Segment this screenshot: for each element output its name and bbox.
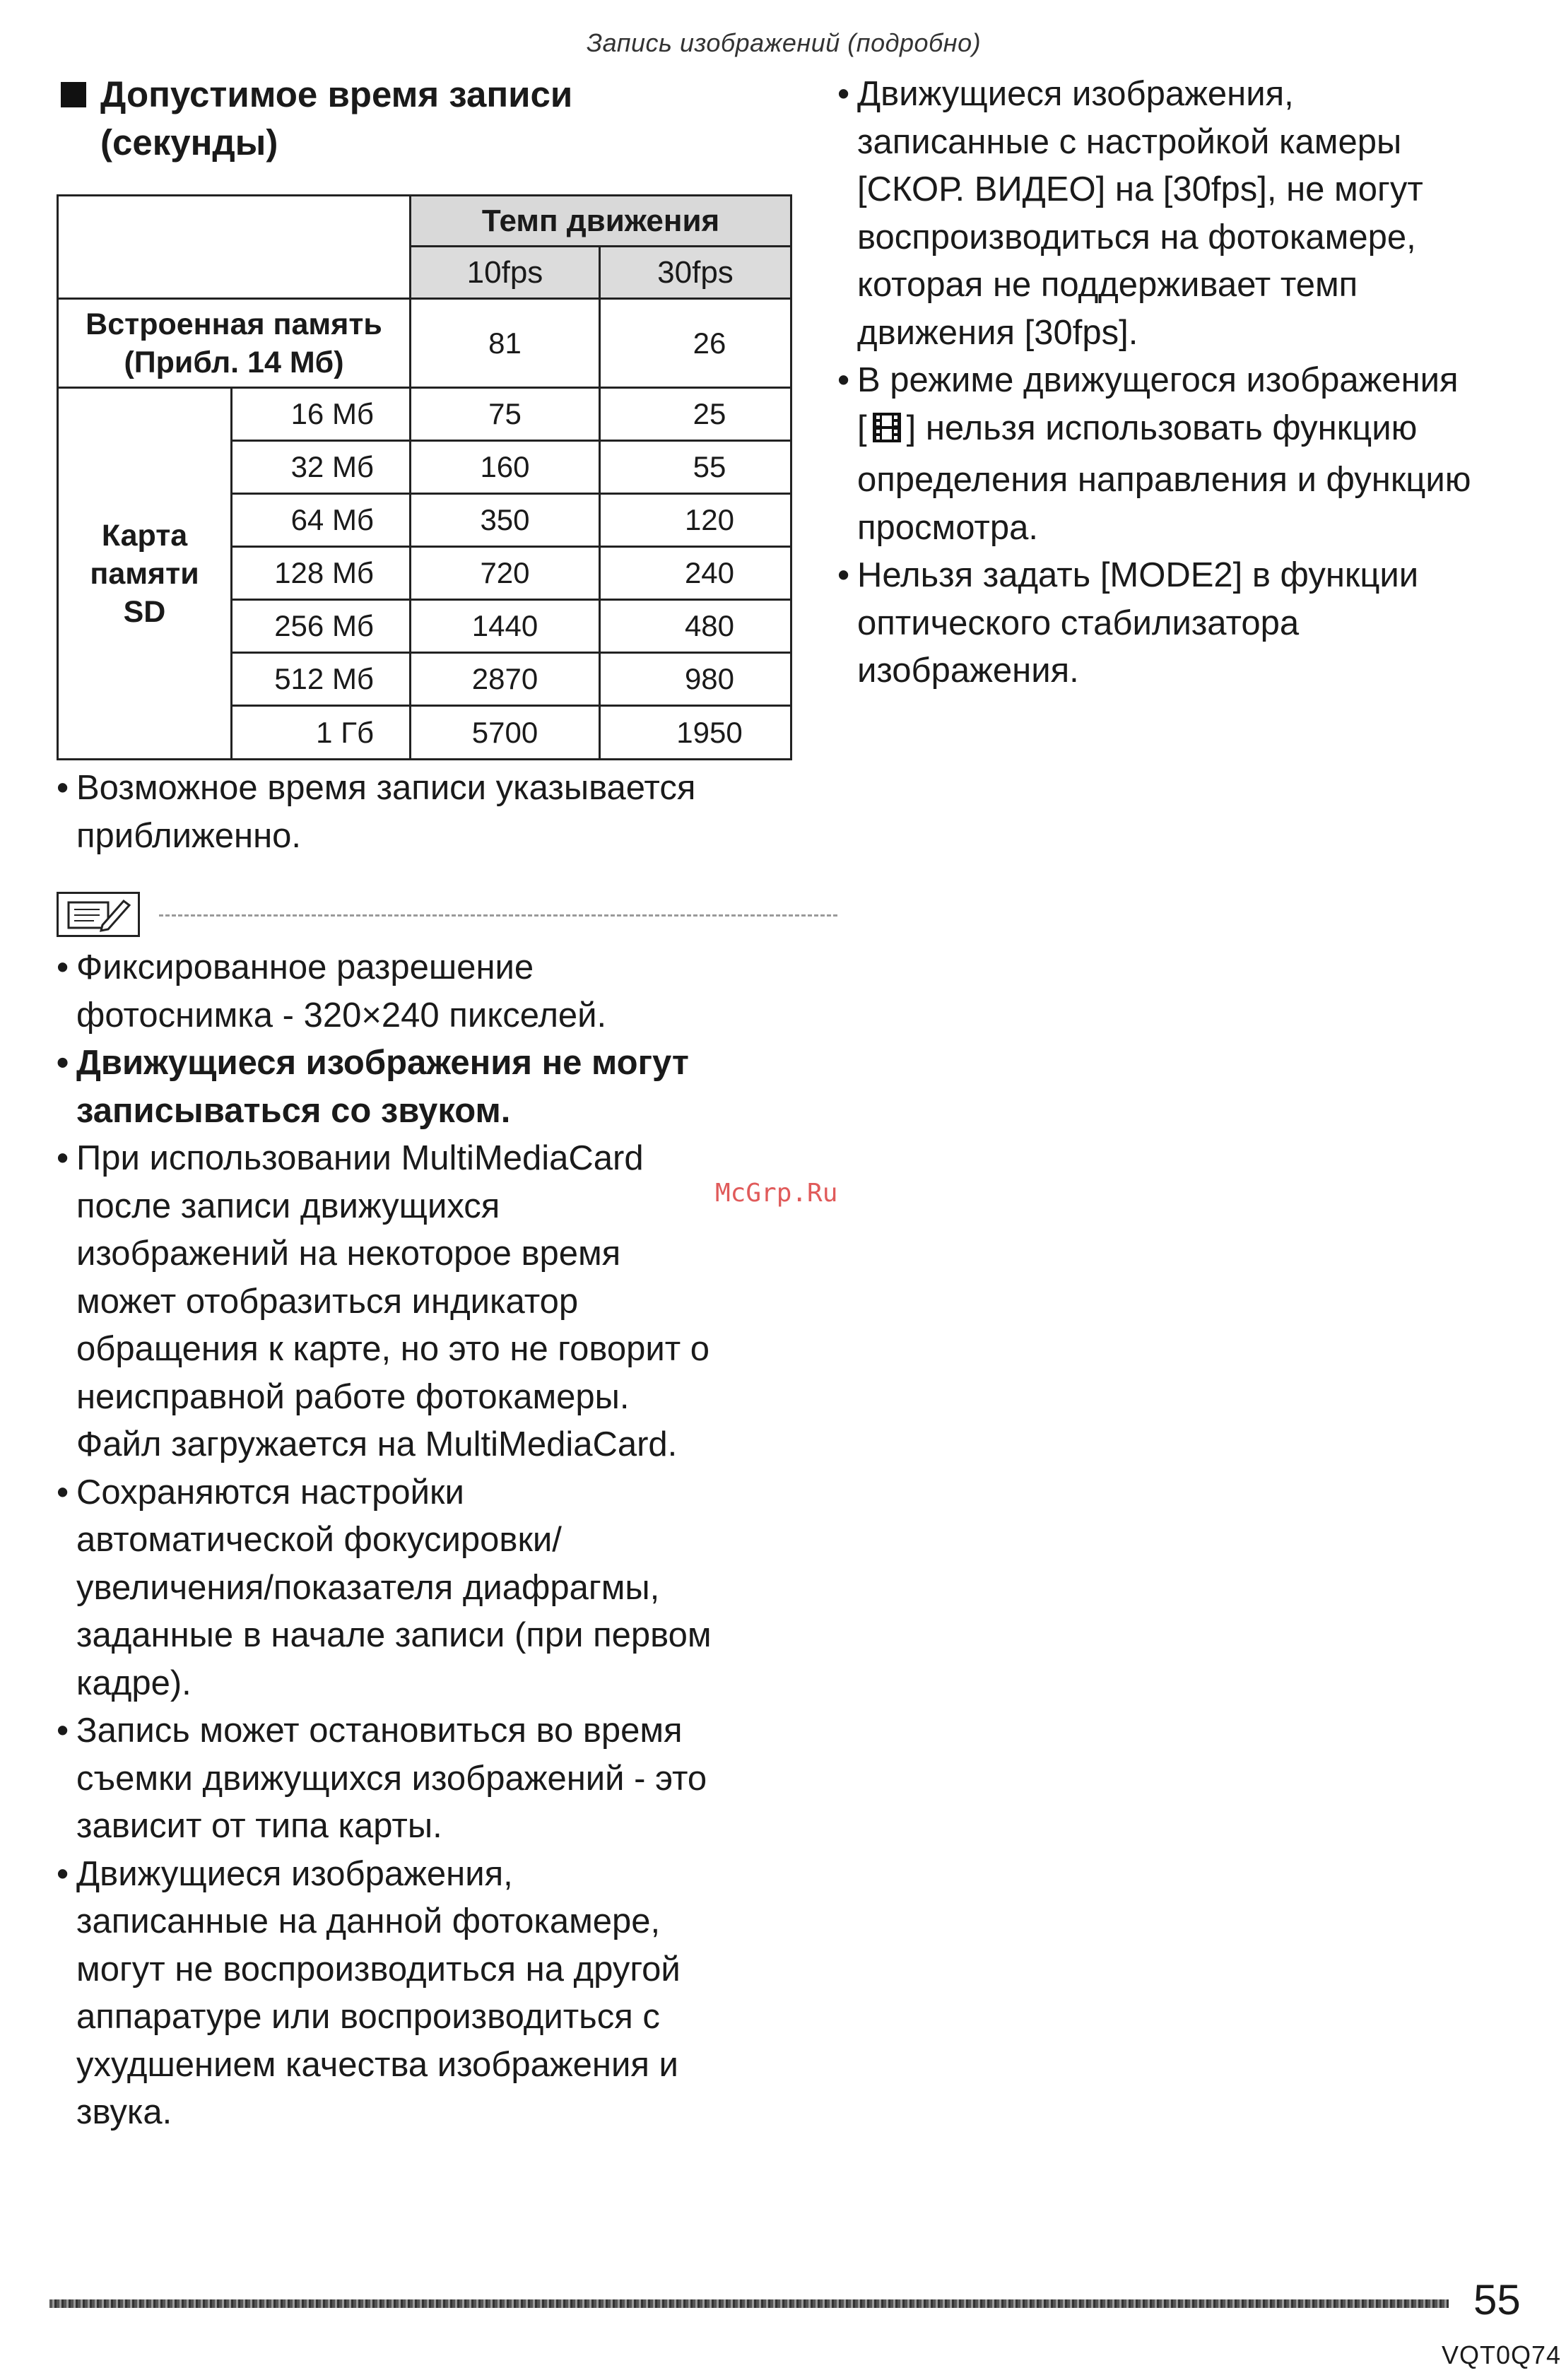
bullet: • (837, 361, 850, 399)
card-fps10-value: 160 (411, 441, 600, 494)
card-fps30-value: 980 (600, 653, 791, 706)
notes-list (57, 944, 834, 2137)
card-fps30-value: 240 (600, 547, 791, 600)
note-line: просмотра. (857, 508, 1038, 547)
bullet: • (57, 1712, 69, 1750)
bracket-open: [ (857, 408, 867, 447)
note-line: звука. (76, 2093, 172, 2131)
table-footnote (57, 765, 820, 860)
builtin-memory-label-line2: (Прибл. 14 Мб) (124, 345, 344, 379)
sd-card-label-line2: памяти (90, 556, 199, 591)
note-line: увеличения/показателя диафрагмы, (76, 1568, 660, 1607)
card-fps10-value: 350 (411, 494, 600, 547)
list-item (57, 944, 834, 1039)
dashed-divider (159, 914, 837, 917)
note-line: изображения. (857, 652, 1079, 690)
note-line-with-icon (857, 405, 1551, 457)
card-fps30-value: 480 (600, 600, 791, 653)
builtin-memory-label-line1: Встроенная память (86, 307, 382, 341)
note-line: могут не воспроизводиться на другой (76, 1950, 681, 1989)
list-item (57, 1851, 834, 2137)
card-fps30-value: 25 (600, 388, 791, 441)
note-line: определения направления и функцию (857, 461, 1471, 499)
bullet: • (57, 1473, 69, 1512)
list-item (57, 1707, 834, 1851)
note-line: оптического стабилизатора (857, 603, 1300, 642)
list-item (837, 71, 1551, 357)
note-line: записанные с настройкой камеры (857, 122, 1402, 161)
table-empty-corner (58, 196, 411, 299)
note-line: неисправной работе фотокамеры. (76, 1377, 630, 1416)
note-text: ] нельзя использовать функцию (906, 408, 1418, 447)
list-item (837, 552, 1551, 695)
card-size: 32 Мб (232, 441, 411, 494)
memo-pencil-icon (57, 892, 140, 937)
note-line: кадре). (76, 1663, 192, 1702)
note-line: после записи движущихся (76, 1186, 500, 1225)
card-size: 128 Мб (232, 547, 411, 600)
note-line: записанные на данной фотокамере, (76, 1902, 661, 1940)
right-notes-list (837, 71, 1551, 695)
bullet: • (837, 556, 850, 594)
bullet: • (57, 948, 69, 986)
list-item (57, 1039, 834, 1135)
bullet: • (57, 1854, 69, 1893)
note-line: обращения к карте, но это не говорит о (76, 1330, 710, 1368)
note-line: Запись может остановиться во время (76, 1712, 683, 1750)
note-line: Нельзя задать [MODE2] в функции (857, 556, 1419, 594)
note-line: которая не поддерживает темп (857, 266, 1358, 304)
note-line: ухудшением качества изображения и (76, 2045, 678, 2084)
note-line: фотоснимка - 320×240 пикселей. (76, 996, 607, 1035)
note-line: Движущиеся изображения не могут (76, 1044, 689, 1082)
card-fps10-value: 720 (411, 547, 600, 600)
note-line: аппаратуре или воспроизводиться с (76, 1998, 660, 2036)
note-line: Сохраняются настройки (76, 1473, 464, 1512)
note-line: зависит от типа карты. (76, 1807, 442, 1845)
list-item (837, 357, 1551, 552)
note-line: При использовании MultiMediaCard (76, 1139, 644, 1177)
builtin-fps30-value: 26 (600, 299, 791, 388)
note-line: записываться со звуком. (76, 1091, 511, 1130)
note-line: В режиме движущегося изображения (857, 361, 1459, 399)
card-size: 256 Мб (232, 600, 411, 653)
sd-card-label-line1: Карта (101, 518, 188, 553)
section-heading (57, 71, 820, 167)
document-code: VQT0Q74 (1442, 2340, 1562, 2369)
bullet: • (57, 1044, 69, 1082)
note-line: Файл загружается на MultiMediaCard. (76, 1425, 678, 1463)
note-line: воспроизводиться на фотокамере, (857, 218, 1416, 257)
builtin-memory-label (58, 299, 411, 388)
note-line: [СКОР. ВИДЕО] на [30fps], не могут (857, 170, 1423, 208)
bullet: • (57, 769, 69, 807)
note-line: Движущиеся изображения, (76, 1854, 513, 1893)
card-size: 1 Гб (232, 706, 411, 760)
note-line: автоматической фокусировки/ (76, 1521, 562, 1559)
footer-bar (49, 2299, 1449, 2308)
page-header-title: Запись изображений (подробно) (587, 28, 982, 57)
card-fps30-value: 1950 (600, 706, 791, 760)
section-heading-line2: (секунды) (100, 122, 278, 163)
watermark-text: McGrp.Ru (715, 1179, 838, 1208)
note-line: заданные в начале записи (при первом (76, 1616, 712, 1654)
fps30-header: 30fps (600, 247, 791, 299)
table-row (58, 388, 791, 441)
card-size: 16 Мб (232, 388, 411, 441)
note-line: изображений на некоторое время (76, 1235, 621, 1273)
card-fps10-value: 75 (411, 388, 600, 441)
card-size: 64 Мб (232, 494, 411, 547)
note-line: движения [30fps]. (857, 313, 1138, 352)
card-fps10-value: 2870 (411, 653, 600, 706)
card-fps30-value: 55 (600, 441, 791, 494)
note-line: может отобразиться индикатор (76, 1282, 579, 1321)
square-bullet-icon (61, 82, 86, 107)
recording-time-table (57, 194, 792, 760)
left-column (57, 71, 820, 167)
note-line: съемки движущихся изображений - это (76, 1759, 707, 1798)
sd-card-label (58, 388, 232, 760)
note-line: Возможное время записи указывается (76, 769, 696, 807)
card-fps10-value: 5700 (411, 706, 600, 760)
memo-divider (57, 892, 791, 941)
bullet: • (837, 75, 850, 113)
note-line: Фиксированное разрешение (76, 948, 534, 986)
note-line: приближенно. (76, 816, 301, 855)
page-number: 55 (1473, 2276, 1521, 2323)
card-fps30-value: 120 (600, 494, 791, 547)
frame-rate-header: Темп движения (411, 196, 791, 247)
list-item (57, 1469, 834, 1708)
film-icon (871, 409, 902, 457)
fps10-header: 10fps (411, 247, 600, 299)
sd-card-label-line3: SD (123, 594, 166, 629)
card-fps10-value: 1440 (411, 600, 600, 653)
list-item (57, 765, 820, 860)
card-size: 512 Мб (232, 653, 411, 706)
builtin-fps10-value: 81 (411, 299, 600, 388)
section-heading-line1: Допустимое время записи (100, 74, 573, 114)
bullet: • (57, 1139, 69, 1177)
note-line: Движущиеся изображения, (857, 75, 1294, 113)
